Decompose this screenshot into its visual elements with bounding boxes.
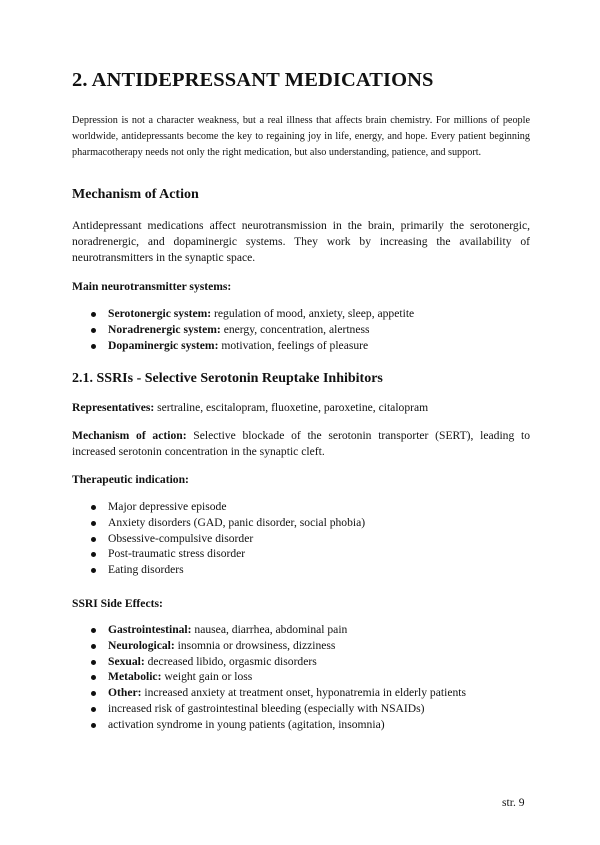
item-term: Dopaminergic system:: [108, 338, 219, 352]
item-text: increased risk of gastrointestinal bleeding (especially with NSAIDs): [108, 701, 425, 715]
list-item: [72, 685, 466, 701]
ssri-mechanism-paragraph: [72, 428, 530, 460]
item-term: Sexual:: [108, 654, 145, 668]
bullet-icon: [91, 707, 96, 712]
mechanism-paragraph: Antidepressant medications affect neurotransmission in the brain, primarily the serotonergic, noradrenergic, and dopaminergic systems. They work by increasing the availability of neurotransmitters in the synaptic space.: [72, 219, 530, 265]
bullet-icon: [91, 521, 96, 526]
list-item: [72, 499, 365, 515]
item-text: Eating disorders: [108, 563, 184, 577]
ssri-mechanism-label: Mechanism of action:: [72, 429, 187, 442]
list-item: [72, 531, 365, 547]
item-text: energy, concentration, alertness: [220, 322, 370, 336]
ssri-mechanism-text: Selective blockade of the serotonin transporter (SERT), leading to increased serotonin concentration in the synaptic cleft.: [72, 429, 531, 459]
bullet-icon: [91, 628, 96, 633]
representatives-label: Representatives:: [72, 401, 155, 414]
item-text: Post-traumatic stress disorder: [108, 547, 246, 561]
side-effects-list: [72, 622, 466, 733]
bullet-icon: [91, 723, 96, 728]
item-text: Anxiety disorders (GAD, panic disorder, social phobia): [108, 515, 366, 529]
list-item: [72, 322, 414, 338]
item-text: decreased libido, orgasmic disorders: [144, 654, 317, 668]
list-item: [72, 338, 414, 354]
item-text: nausea, diarrhea, abdominal pain: [191, 623, 348, 636]
list-item: [72, 622, 466, 638]
intro-paragraph: Depression is not a character weakness, but a real illness that affects brain chemistry. For millions of people worldwide, antidepressants become the key to regaining joy in life, energy, and hope. Every patient beginning pharmacotherapy needs not only the right medication, but also understanding, patience, and support.: [72, 115, 530, 158]
list-item: [72, 654, 466, 670]
bullet-icon: [91, 328, 96, 333]
chapter-title: 2. ANTIDEPRESSANT MEDICATIONS: [72, 69, 434, 91]
systems-label: [72, 279, 231, 295]
indication-label: [72, 472, 189, 488]
bullet-icon: [91, 691, 96, 696]
indication-label-text: Therapeutic indication:: [72, 473, 189, 486]
bullet-icon: [91, 644, 96, 649]
list-item: [72, 515, 365, 531]
mechanism-heading: Mechanism of Action: [72, 187, 199, 202]
item-term: Neurological:: [108, 638, 175, 652]
indications-list: [72, 499, 365, 578]
systems-list: [72, 306, 414, 353]
item-term: Serotonergic system:: [108, 307, 212, 320]
bullet-icon: [91, 552, 96, 557]
item-text: regulation of mood, anxiety, sleep, appetite: [211, 307, 415, 320]
list-item: [72, 701, 466, 717]
side-effects-label-text: SSRI Side Effects:: [72, 597, 163, 610]
bullet-icon: [91, 505, 96, 510]
bullet-icon: [91, 537, 96, 542]
side-effects-label: [72, 596, 163, 612]
representatives-line: [72, 400, 428, 416]
bullet-icon: [91, 344, 96, 349]
list-item: [72, 717, 466, 733]
item-text: Obsessive-compulsive disorder: [108, 531, 254, 545]
item-term: Noradrenergic system:: [108, 322, 221, 336]
item-text: activation syndrome in young patients (agitation, insomnia): [108, 717, 385, 731]
systems-label-text: Main neurotransmitter systems:: [72, 280, 232, 293]
bullet-icon: [91, 660, 96, 665]
item-text: weight gain or loss: [161, 670, 253, 684]
list-item: [72, 306, 414, 322]
list-item: [72, 562, 365, 578]
representatives-text: sertraline, escitalopram, fluoxetine, paroxetine, citalopram: [154, 401, 429, 414]
bullet-icon: [91, 312, 96, 317]
item-term: Metabolic:: [108, 670, 162, 684]
bullet-icon: [91, 675, 96, 680]
list-item: [72, 638, 466, 654]
item-text: motivation, feelings of pleasure: [218, 338, 369, 352]
item-text: insomnia or drowsiness, dizziness: [174, 638, 336, 652]
item-text: increased anxiety at treatment onset, hyponatremia in elderly patients: [141, 686, 466, 700]
bullet-icon: [91, 568, 96, 573]
item-term: Other:: [108, 686, 142, 700]
page-number: str. 9: [502, 796, 525, 809]
ssri-heading: 2.1. SSRIs - Selective Serotonin Reuptake Inhibitors: [72, 371, 383, 386]
list-item: [72, 546, 365, 562]
item-term: Gastrointestinal:: [108, 623, 192, 636]
list-item: [72, 669, 466, 685]
item-text: Major depressive episode: [108, 500, 227, 513]
